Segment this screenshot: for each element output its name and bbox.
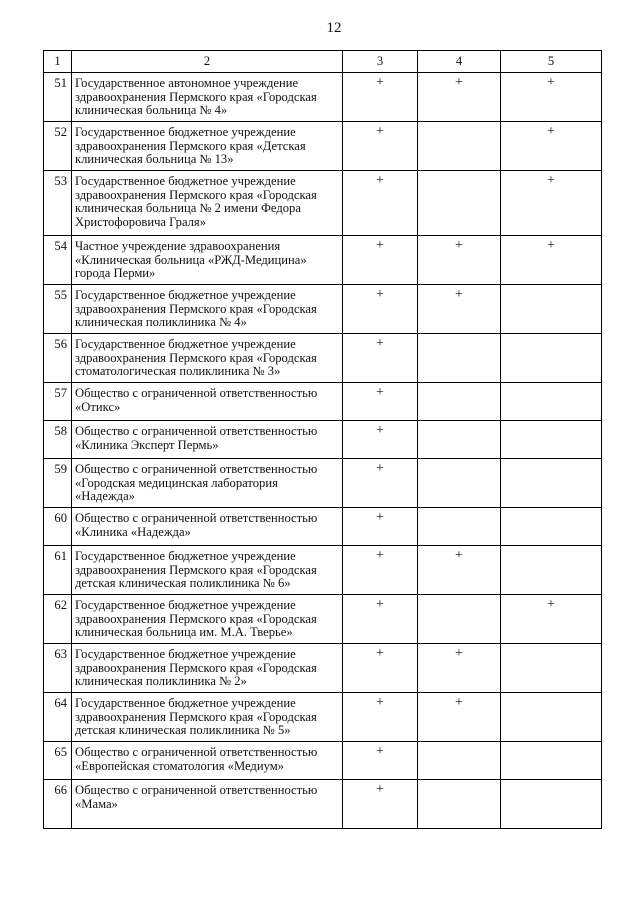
mark-col-4 — [418, 122, 501, 171]
mark-col-4: + — [418, 546, 501, 595]
mark-col-3: + — [343, 122, 418, 171]
table-row — [44, 73, 602, 122]
mark-col-4 — [418, 595, 501, 644]
mark-col-3: + — [343, 780, 418, 829]
mark-col-5: + — [501, 236, 602, 285]
mark-col-3: + — [343, 236, 418, 285]
row-number: 58 — [44, 421, 72, 459]
mark-col-3: + — [343, 285, 418, 334]
institution-name: Государственное бюджетное учреждение здравоохранения Пермского края «Городская детская клиническая поликлиника № 6» — [72, 546, 343, 595]
mark-col-5 — [501, 546, 602, 595]
institution-name: Общество с ограниченной ответственностью «Клиника «Надежда» — [72, 508, 343, 546]
institution-name: Общество с ограниченной ответственностью «Городская медицинская лаборатория «Надежда» — [72, 459, 343, 508]
mark-col-4: + — [418, 644, 501, 693]
header-col-3: 3 — [343, 51, 418, 73]
table-row — [44, 383, 602, 421]
row-number: 64 — [44, 693, 72, 742]
mark-col-4 — [418, 421, 501, 459]
institutions-table — [43, 50, 602, 829]
row-number: 56 — [44, 334, 72, 383]
mark-col-3: + — [343, 383, 418, 421]
row-number: 62 — [44, 595, 72, 644]
table-row — [44, 122, 602, 171]
table-row — [44, 421, 602, 459]
mark-col-3: + — [343, 459, 418, 508]
row-number: 60 — [44, 508, 72, 546]
mark-col-4 — [418, 459, 501, 508]
row-number: 57 — [44, 383, 72, 421]
mark-col-5 — [501, 693, 602, 742]
institution-name: Государственное автономное учреждение здравоохранения Пермского края «Городская клиническая больница № 4» — [72, 73, 343, 122]
mark-col-4: + — [418, 285, 501, 334]
table-row — [44, 742, 602, 780]
institution-name: Государственное бюджетное учреждение здравоохранения Пермского края «Городская клиническая больница им. М.А. Тверье» — [72, 595, 343, 644]
row-number: 51 — [44, 73, 72, 122]
header-row — [44, 51, 602, 73]
table-row — [44, 508, 602, 546]
institution-name: Общество с ограниченной ответственностью «Европейская стоматология «Медиум» — [72, 742, 343, 780]
mark-col-4 — [418, 334, 501, 383]
table-row — [44, 334, 602, 383]
row-number: 61 — [44, 546, 72, 595]
row-number: 54 — [44, 236, 72, 285]
table-row — [44, 546, 602, 595]
mark-col-3: + — [343, 742, 418, 780]
mark-col-5 — [501, 780, 602, 829]
header-col-4: 4 — [418, 51, 501, 73]
mark-col-5 — [501, 285, 602, 334]
institution-name: Общество с ограниченной ответственностью «Клиника Эксперт Пермь» — [72, 421, 343, 459]
row-number: 52 — [44, 122, 72, 171]
mark-col-5 — [501, 459, 602, 508]
mark-col-4 — [418, 383, 501, 421]
mark-col-5 — [501, 644, 602, 693]
institution-name: Частное учреждение здравоохранения «Клиническая больница «РЖД-Медицина» города Перми» — [72, 236, 343, 285]
mark-col-3: + — [343, 693, 418, 742]
mark-col-3: + — [343, 171, 418, 236]
mark-col-4: + — [418, 73, 501, 122]
table-row — [44, 644, 602, 693]
institution-name: Общество с ограниченной ответственностью «Мама» — [72, 780, 343, 829]
table-row — [44, 171, 602, 236]
mark-col-4: + — [418, 236, 501, 285]
mark-col-5: + — [501, 171, 602, 236]
institution-name: Государственное бюджетное учреждение здравоохранения Пермского края «Городская клиническая поликлиника № 4» — [72, 285, 343, 334]
mark-col-5 — [501, 383, 602, 421]
header-col-1: 1 — [44, 51, 72, 73]
mark-col-5: + — [501, 122, 602, 171]
table-row — [44, 780, 602, 829]
mark-col-4 — [418, 780, 501, 829]
row-number: 65 — [44, 742, 72, 780]
table-row — [44, 595, 602, 644]
institution-name: Государственное бюджетное учреждение здравоохранения Пермского края «Городская детская клиническая поликлиника № 5» — [72, 693, 343, 742]
mark-col-4 — [418, 742, 501, 780]
mark-col-5: + — [501, 73, 602, 122]
table-row — [44, 285, 602, 334]
mark-col-4 — [418, 508, 501, 546]
mark-col-3: + — [343, 421, 418, 459]
mark-col-5 — [501, 508, 602, 546]
institution-name: Государственное бюджетное учреждение здравоохранения Пермского края «Детская клиническая больница № 13» — [72, 122, 343, 171]
header-col-2: 2 — [72, 51, 343, 73]
mark-col-5 — [501, 421, 602, 459]
table-row — [44, 236, 602, 285]
table-row — [44, 693, 602, 742]
mark-col-3: + — [343, 595, 418, 644]
mark-col-4 — [418, 171, 501, 236]
mark-col-3: + — [343, 644, 418, 693]
row-number: 55 — [44, 285, 72, 334]
mark-col-3: + — [343, 546, 418, 595]
mark-col-3: + — [343, 334, 418, 383]
row-number: 63 — [44, 644, 72, 693]
header-col-5: 5 — [501, 51, 602, 73]
row-number: 59 — [44, 459, 72, 508]
mark-col-3: + — [343, 73, 418, 122]
mark-col-4: + — [418, 693, 501, 742]
page-number: 12 — [326, 20, 342, 36]
institution-name: Государственное бюджетное учреждение здравоохранения Пермского края «Городская стоматологическая поликлиника № 3» — [72, 334, 343, 383]
mark-col-5 — [501, 742, 602, 780]
table-row — [44, 459, 602, 508]
mark-col-3: + — [343, 508, 418, 546]
row-number: 66 — [44, 780, 72, 829]
mark-col-5: + — [501, 595, 602, 644]
institution-name: Общество с ограниченной ответственностью «Отикс» — [72, 383, 343, 421]
row-number: 53 — [44, 171, 72, 236]
institution-name: Государственное бюджетное учреждение здравоохранения Пермского края «Городская клиническая поликлиника № 2» — [72, 644, 343, 693]
institution-name: Государственное бюджетное учреждение здравоохранения Пермского края «Городская клиническая больница № 2 имени Федора Христофоровича Граля» — [72, 171, 343, 236]
mark-col-5 — [501, 334, 602, 383]
